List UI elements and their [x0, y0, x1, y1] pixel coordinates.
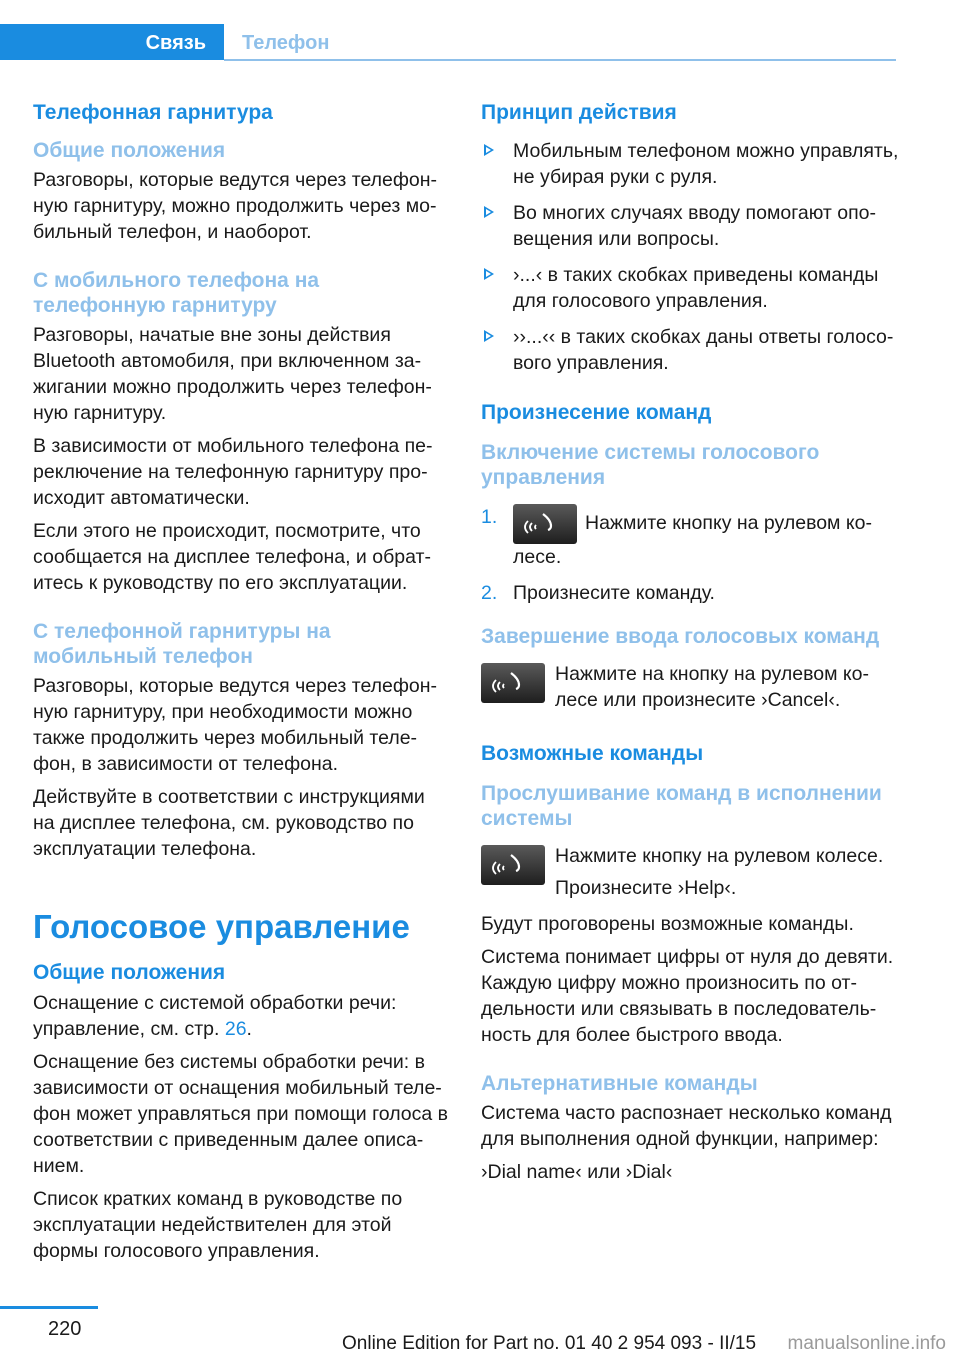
voice-paragraph-3: Список кратких команд в руководстве по эксплуатации недействителен для этой формы голосового управления.	[33, 1188, 403, 1262]
right-column	[481, 100, 899, 1192]
mobile-to-headset-title: С мобильного телефона на телефонную гарнитуру	[33, 269, 320, 317]
triangle-bullet-icon	[484, 144, 494, 156]
voice-button-icon	[513, 504, 577, 544]
voice-control-title: Голосовое управление	[33, 908, 410, 945]
listen-commands-title: Прослушивание команд в исполнении системы	[481, 782, 882, 830]
triangle-bullet-icon	[484, 206, 494, 218]
section-tab-communication: Связь	[0, 24, 224, 60]
voice-button-icon	[481, 663, 545, 703]
list-item: Во многих случаях вводу помогают оповещения или вопросы.	[481, 200, 899, 252]
general-title: Общие положения	[33, 139, 226, 162]
headset-to-mobile-title: С телефонной гарнитуры на мобильный телефон	[33, 620, 331, 668]
header-rule	[224, 59, 896, 61]
alt-paragraph-1: Система часто распознает несколько команд для выполнения одной функции, например:	[481, 1102, 892, 1150]
list-item: Мобильным телефоном можно управлять, не убирая руки с руля.	[481, 138, 899, 190]
voice-button-icon	[481, 845, 545, 885]
finish-voice-title: Завершение ввода голосовых команд	[481, 625, 880, 648]
voice-paragraph-1: Оснащение с системой обработки речи: управление, см. стр. 26.	[33, 992, 397, 1040]
finish-instruction: Нажмите на кнопку на рулевом колесе или произнесите ›Cancel‹.	[481, 661, 899, 713]
footer-rule	[0, 1306, 98, 1309]
possible-commands-title: Возможные команды	[481, 742, 704, 765]
page-header	[0, 0, 960, 64]
step-1: 1. Нажмите кнопку на рулевом колесе.	[481, 506, 872, 568]
voice-paragraph-2: Оснащение без системы обработки речи: в зависимости от оснащения мобильный телефон может управляться при помощи голоса в соответствии с приведенным далее описанием.	[33, 1051, 449, 1177]
page-link[interactable]: 26	[224, 1018, 247, 1040]
principle-title: Принцип действия	[481, 101, 677, 124]
m2h-paragraph-1: Разговоры, начатые вне зоны действия Bluetooth автомобиля, при включенном зажигании можно продолжить через телефонную гарнитуру.	[33, 324, 432, 424]
h2m-paragraph-2: Действуйте в соответствии с инструкциями на дисплее телефона, см. руководство по эксплуатации телефона.	[33, 786, 425, 860]
possible-paragraph-1: Будут проговорены возможные команды.	[481, 913, 854, 935]
step-number: 1.	[481, 506, 498, 528]
headset-title: Телефонная гарнитура	[33, 101, 273, 124]
triangle-bullet-icon	[484, 268, 494, 280]
watermark: manualsonline.info	[787, 1333, 946, 1354]
triangle-bullet-icon	[484, 330, 494, 342]
m2h-paragraph-3: Если этого не происходит, посмотрите, что сообщается на дисплее телефона, и обратитесь к руководству по его эксплуатации.	[33, 520, 431, 594]
speak-commands-title: Произнесение команд	[481, 401, 712, 424]
alt-commands-title: Альтернативные команды	[481, 1072, 758, 1095]
general-text: Разговоры, которые ведутся через телефонную гарнитуру, можно продолжить через мобильный телефон, и наоборот.	[33, 169, 438, 243]
left-column	[33, 100, 448, 1271]
page-number: 220	[48, 1318, 82, 1340]
edition-text: Online Edition for Part no. 01 40 2 954 093 - II/15	[342, 1333, 757, 1354]
step-number: 2.	[481, 582, 498, 604]
list-item: ›...‹ в таких скобках приведены команды для голосового управления.	[481, 262, 899, 314]
m2h-paragraph-2: В зависимости от мобильного телефона переключение на телефонную гарнитуру происходит автоматически.	[33, 435, 433, 509]
h2m-paragraph-1: Разговоры, которые ведутся через телефонную гарнитуру, при необходимости можно также продолжить через мобильный телефон, в зависимости от телефона.	[33, 675, 438, 775]
listen-instruction: Нажмите кнопку на рулевом колесе. Произнесите ›Help‹.	[481, 843, 899, 901]
voice-general-title: Общие положения	[33, 961, 226, 984]
list-item: ››...‹‹ в таких скобках даны ответы голосового управления.	[481, 324, 899, 376]
step-2: 2. Произнесите команду.	[481, 582, 715, 604]
enable-voice-title: Включение системы голосового управления	[481, 441, 820, 489]
possible-paragraph-2: Система понимает цифры от нуля до девяти. Каждую цифру можно произносить по отдельности или связывать в последовательность для более быстрого ввода.	[481, 946, 894, 1046]
section-tab-phone: Телефон	[242, 32, 330, 54]
alt-paragraph-2: ›Dial name‹ или ›Dial‹	[481, 1161, 673, 1183]
